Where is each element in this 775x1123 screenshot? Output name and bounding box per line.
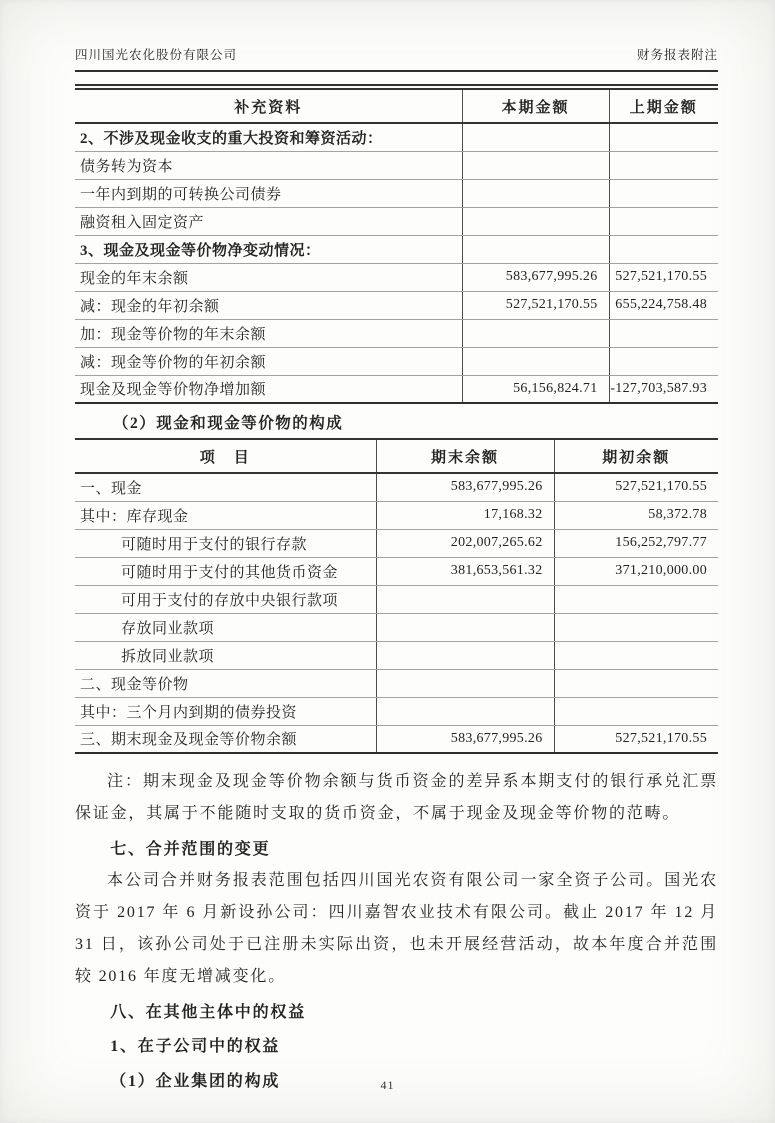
row-label: 其中：三个月内到期的债券投资	[75, 697, 376, 725]
table-row	[75, 291, 718, 319]
row-prior-value	[609, 235, 718, 263]
row-prior-value	[609, 207, 718, 235]
table-row	[75, 641, 718, 669]
supplementary-table	[75, 88, 718, 404]
running-header	[75, 45, 718, 72]
row-label: 现金的年末余额	[75, 263, 462, 291]
column-header-prior-amount: 上期金额	[609, 89, 718, 123]
row-label: 融资租入固定资产	[75, 207, 462, 235]
row-label: 可随时用于支付的其他货币资金	[75, 557, 376, 585]
table-row	[75, 235, 718, 263]
row-current-value: 202,007,265.62	[376, 529, 554, 557]
table-row	[75, 123, 718, 151]
table-header-row	[75, 89, 718, 123]
row-label: 一年内到期的可转换公司债券	[75, 179, 462, 207]
table-row	[75, 207, 718, 235]
row-label: 减：现金等价物的年初余额	[75, 347, 462, 375]
row-current-value	[376, 613, 554, 641]
row-current-value	[376, 585, 554, 613]
document-title: 财务报表附注	[636, 48, 718, 62]
composition-table-caption: （2）现金和现金等价物的构成	[113, 415, 344, 432]
row-current-value: 381,653,561.32	[376, 557, 554, 585]
column-header-ending-balance: 期末余额	[376, 439, 554, 473]
row-prior-value	[609, 123, 718, 151]
row-current-value	[462, 179, 609, 207]
table-header-row	[75, 439, 718, 473]
row-prior-value: 527,521,170.55	[554, 725, 718, 753]
row-label: 二、现金等价物	[75, 669, 376, 697]
column-header-item: 项 目	[75, 439, 376, 473]
row-label: 2、不涉及现金收支的重大投资和筹资活动：	[75, 123, 462, 151]
table-row	[75, 473, 718, 501]
table-row	[75, 725, 718, 753]
row-prior-value: 371,210,000.00	[554, 557, 718, 585]
row-label: 可随时用于支付的银行存款	[75, 529, 376, 557]
section-eight-heading: 八、在其他主体中的权益	[110, 1003, 306, 1021]
row-prior-value: 655,224,758.48	[609, 291, 718, 319]
row-current-value	[462, 151, 609, 179]
section-eight-sub-sub-heading: （1）企业集团的构成	[110, 1072, 281, 1090]
row-current-value: 583,677,995.26	[462, 263, 609, 291]
section-seven-paragraph: 本公司合并财务报表范围包括四川国光农资有限公司一家全资子公司。国光农资于 2017 年 6 月新设孙公司：四川嘉智农业技术有限公司。截止 2017 年 12 月 31 日，该孙公司处于已注册未实际出资，也未开展经营活动，故本年度合并范围较 2016 年度无增减变化。	[75, 871, 718, 985]
row-prior-value: 527,521,170.55	[609, 263, 718, 291]
section-eight-sub-heading: 1、在子公司中的权益	[110, 1038, 281, 1056]
row-current-value	[462, 347, 609, 375]
table-row	[75, 669, 718, 697]
row-prior-value: 527,521,170.55	[554, 473, 718, 501]
row-label: 现金及现金等价物净增加额	[75, 375, 462, 403]
row-prior-value	[554, 669, 718, 697]
column-header-current-amount: 本期金额	[462, 89, 609, 123]
row-current-value	[462, 235, 609, 263]
row-current-value	[462, 123, 609, 151]
table-row	[75, 585, 718, 613]
row-label: 3、现金及现金等价物净变动情况：	[75, 235, 462, 263]
row-label: 存放同业款项	[75, 613, 376, 641]
row-current-value	[376, 697, 554, 725]
row-label: 拆放同业款项	[75, 641, 376, 669]
row-prior-value	[554, 697, 718, 725]
supplementary-table-wrapper	[75, 84, 718, 404]
row-current-value: 17,168.32	[376, 501, 554, 529]
table-row	[75, 263, 718, 291]
row-current-value	[376, 641, 554, 669]
row-prior-value	[554, 613, 718, 641]
row-current-value	[462, 319, 609, 347]
table-row	[75, 501, 718, 529]
row-current-value	[376, 669, 554, 697]
row-current-value: 583,677,995.26	[376, 473, 554, 501]
row-label: 债务转为资本	[75, 151, 462, 179]
row-current-value: 527,521,170.55	[462, 291, 609, 319]
table-row	[75, 347, 718, 375]
composition-table	[75, 438, 718, 754]
table-row	[75, 179, 718, 207]
row-prior-value	[554, 585, 718, 613]
table-row	[75, 319, 718, 347]
page-number: 41	[380, 1078, 395, 1092]
page-content	[75, 45, 718, 1096]
row-prior-value: 156,252,797.77	[554, 529, 718, 557]
row-label: 加：现金等价物的年末余额	[75, 319, 462, 347]
row-label: 减：现金的年初余额	[75, 291, 462, 319]
column-header-beginning-balance: 期初余额	[554, 439, 718, 473]
column-header-supplementary: 补充资料	[75, 89, 462, 123]
section-seven-heading: 七、合并范围的变更	[110, 841, 271, 858]
row-prior-value	[609, 179, 718, 207]
row-label: 三、期末现金及现金等价物余额	[75, 725, 376, 753]
row-prior-value	[609, 347, 718, 375]
row-current-value: 56,156,824.71	[462, 375, 609, 403]
table-row	[75, 697, 718, 725]
row-label: 可用于支付的存放中央银行款项	[75, 585, 376, 613]
row-label: 其中：库存现金	[75, 501, 376, 529]
table-row	[75, 557, 718, 585]
table-row	[75, 151, 718, 179]
row-current-value	[462, 207, 609, 235]
row-prior-value: 58,372.78	[554, 501, 718, 529]
row-current-value: 583,677,995.26	[376, 725, 554, 753]
table-row	[75, 613, 718, 641]
row-prior-value	[554, 641, 718, 669]
row-label: 一、现金	[75, 473, 376, 501]
row-prior-value: -127,703,587.93	[609, 375, 718, 403]
table-row	[75, 529, 718, 557]
table-row	[75, 375, 718, 403]
note-paragraph: 注：期末现金及现金等价物余额与货币资金的差异系本期支付的银行承兑汇票保证金，其属于不能随时支取的货币资金，不属于现金及现金等价物的范畴。	[75, 773, 718, 822]
row-prior-value	[609, 319, 718, 347]
row-prior-value	[609, 151, 718, 179]
company-name: 四川国光农化股份有限公司	[75, 48, 238, 62]
